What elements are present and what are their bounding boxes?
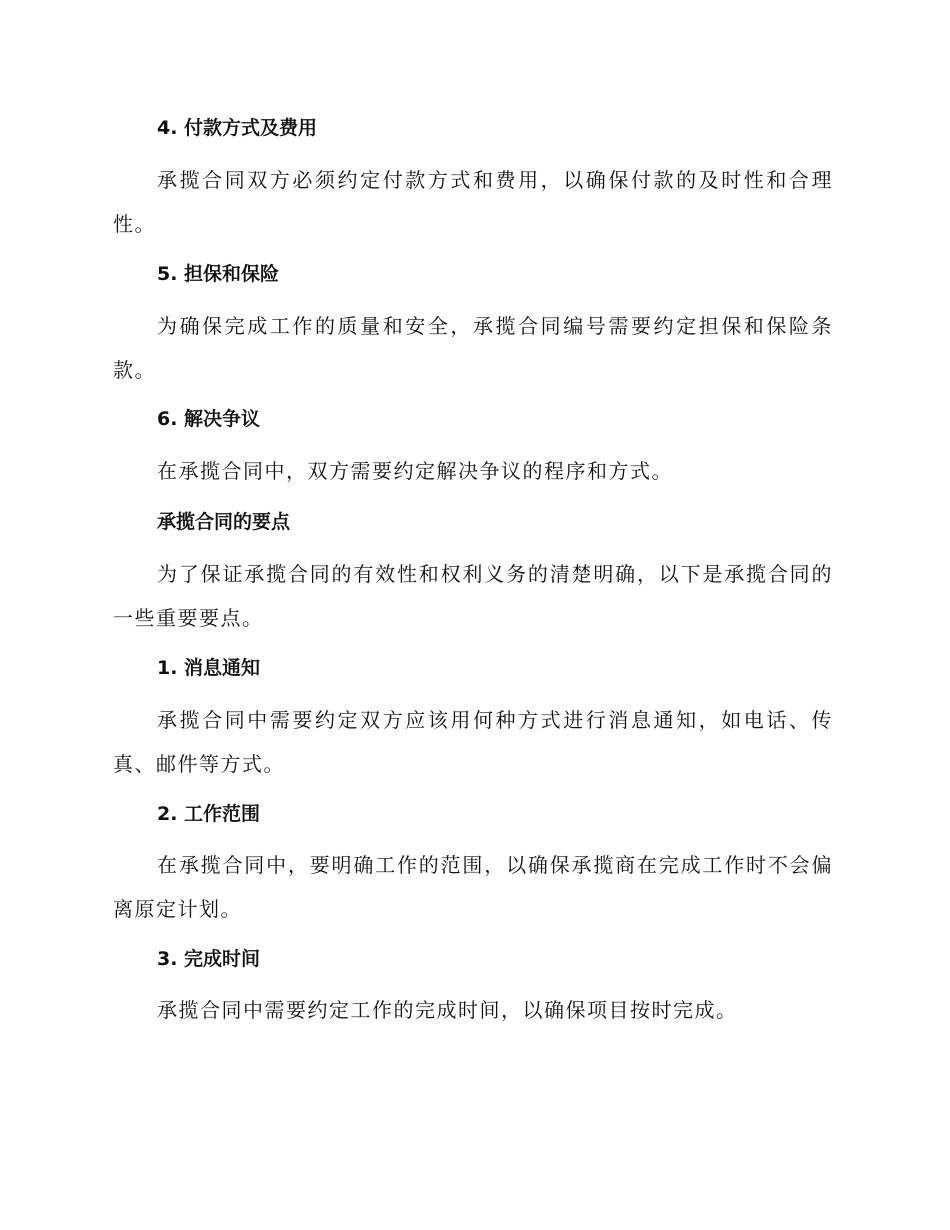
section-heading-notification: 1. 消息通知 [157,657,261,679]
section-heading-scope: 2. 工作范围 [157,803,261,825]
section-paragraph-payment: 承揽合同双方必须约定付款方式和费用，以确保付款的及时性和合理性。 [113,168,833,236]
section-heading-key-points: 承揽合同的要点 [157,511,291,533]
section-paragraph-guarantee: 为确保完成工作的质量和安全，承揽合同编号需要约定担保和保险条款。 [113,314,833,382]
section-paragraph-completion-time: 承揽合同中需要约定工作的完成时间，以确保项目按时完成。 [157,998,738,1022]
section-paragraph-dispute: 在承揽合同中，双方需要约定解决争议的程序和方式。 [157,459,673,483]
section-heading-dispute: 6. 解决争议 [157,408,261,430]
section-heading-completion-time: 3. 完成时间 [157,948,261,970]
section-heading-guarantee: 5. 担保和保险 [157,263,280,285]
section-paragraph-scope: 在承揽合同中，要明确工作的范围，以确保承揽商在完成工作时不会偏离原定计划。 [113,853,833,921]
section-paragraph-key-points: 为了保证承揽合同的有效性和权利义务的清楚明确，以下是承揽合同的一些重要要点。 [113,562,833,630]
section-paragraph-notification: 承揽合同中需要约定双方应该用何种方式进行消息通知，如电话、传真、邮件等方式。 [113,708,833,776]
section-heading-payment: 4. 付款方式及费用 [157,117,318,139]
